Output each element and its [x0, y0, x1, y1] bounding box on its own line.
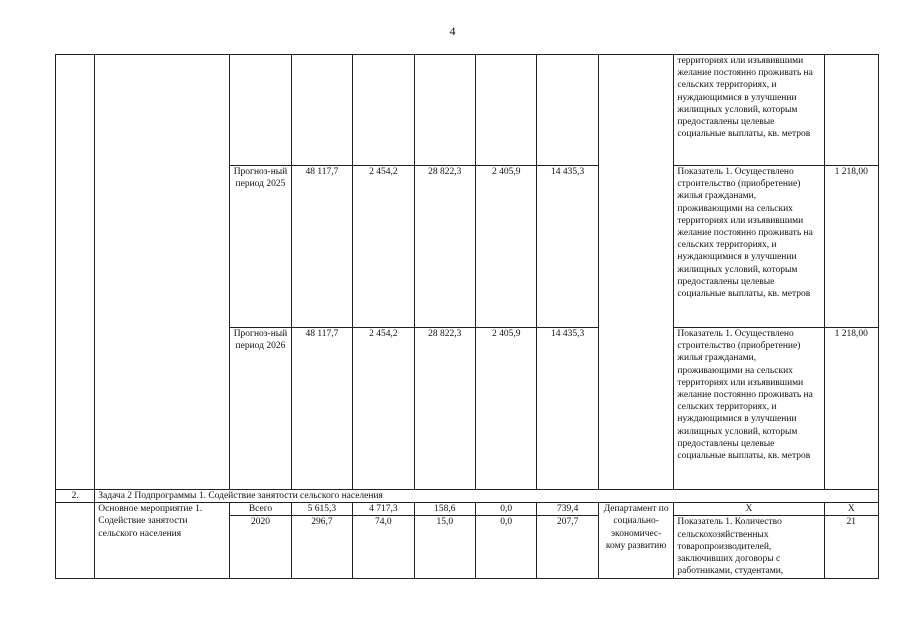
indicator-value: 1 218,00: [824, 166, 878, 328]
task-title: Задача 2 Подпрограммы 1. Содействие занятости сельского населения: [95, 490, 879, 503]
total-value: 48 117,7: [291, 166, 352, 328]
extra-value: 14 435,3: [537, 328, 598, 490]
regional-value: 28 822,3: [414, 166, 475, 328]
regional-value: 28 822,3: [414, 328, 475, 490]
indicator-value: 21: [824, 516, 878, 579]
federal-value: 74,0: [353, 516, 414, 579]
total-value: 296,7: [291, 516, 352, 579]
indicator-value-empty: [824, 55, 878, 166]
total-value: 5 615,3: [291, 503, 352, 516]
extra-value: 739,4: [537, 503, 598, 516]
federal-value: 2 454,2: [353, 328, 414, 490]
indicator-text: территориях или изъявившими желание постоянно проживать на сельских территориях, и нуждающимися в улучшении жилищных условий, которым предоставлены целевые социальные выплаты, кв. метров: [674, 55, 824, 166]
period-label: 2020: [230, 516, 291, 579]
regional-value: 15,0: [414, 516, 475, 579]
indicator-text: Показатель 1. Осуществлено строительство (приобретение) жилья гражданами, проживающими на сельских территориях или изъявившими желание постоянно проживать на сельских территориях, и нуждающимися в улучшении жилищных условий, которым предоставлены целевые социальные выплаты, кв. метров: [674, 166, 824, 328]
task-row: [56, 490, 879, 503]
indicator-text: Показатель 1. Осуществлено строительство (приобретение) жилья гражданами, проживающими на сельских территориях или изъявившими желание постоянно проживать на сельских территориях, и нуждающимися в улучшении жилищных условий, которым предоставлены целевые социальные выплаты, кв. метров: [674, 328, 824, 490]
indicator-text: Показатель 1. Количество сельскохозяйственных товаропроизводителей, заключивших договоры с работниками, студентами,: [674, 516, 824, 579]
table-row: [56, 503, 879, 516]
period-label: Прогноз-ный период 2025: [230, 166, 291, 328]
number-cell-empty: [56, 55, 95, 490]
extra-value: 207,7: [537, 516, 598, 579]
page-number: 4: [449, 24, 456, 38]
local-value: 2 405,9: [476, 166, 537, 328]
extra-value: 14 435,3: [537, 166, 598, 328]
period-label: Всего: [230, 503, 291, 516]
indicator-text: Х: [674, 503, 824, 516]
measure-cell-empty: [95, 55, 230, 490]
local-value: 0,0: [476, 503, 537, 516]
task-number: 2.: [56, 490, 95, 503]
local-value: 2 405,9: [476, 328, 537, 490]
measure-name: Основное мероприятие 1. Содействие занятости сельского населения: [95, 503, 230, 579]
regional-value: 158,6: [414, 503, 475, 516]
period-label: Прогноз-ный период 2026: [230, 328, 291, 490]
federal-value: 4 717,3: [353, 503, 414, 516]
total-value: 48 117,7: [291, 328, 352, 490]
number-cell-empty: [56, 503, 95, 579]
executor-name: Департамент по социально-экономичес-кому развитию: [598, 503, 674, 579]
period-cell-empty: [230, 55, 291, 166]
local-value: 0,0: [476, 516, 537, 579]
executor-cell-empty: [598, 55, 674, 490]
federal-value: 2 454,2: [353, 166, 414, 328]
indicator-value: Х: [824, 503, 878, 516]
indicator-value: 1 218,00: [824, 328, 878, 490]
table-row: [56, 55, 879, 166]
program-table: [55, 54, 879, 579]
